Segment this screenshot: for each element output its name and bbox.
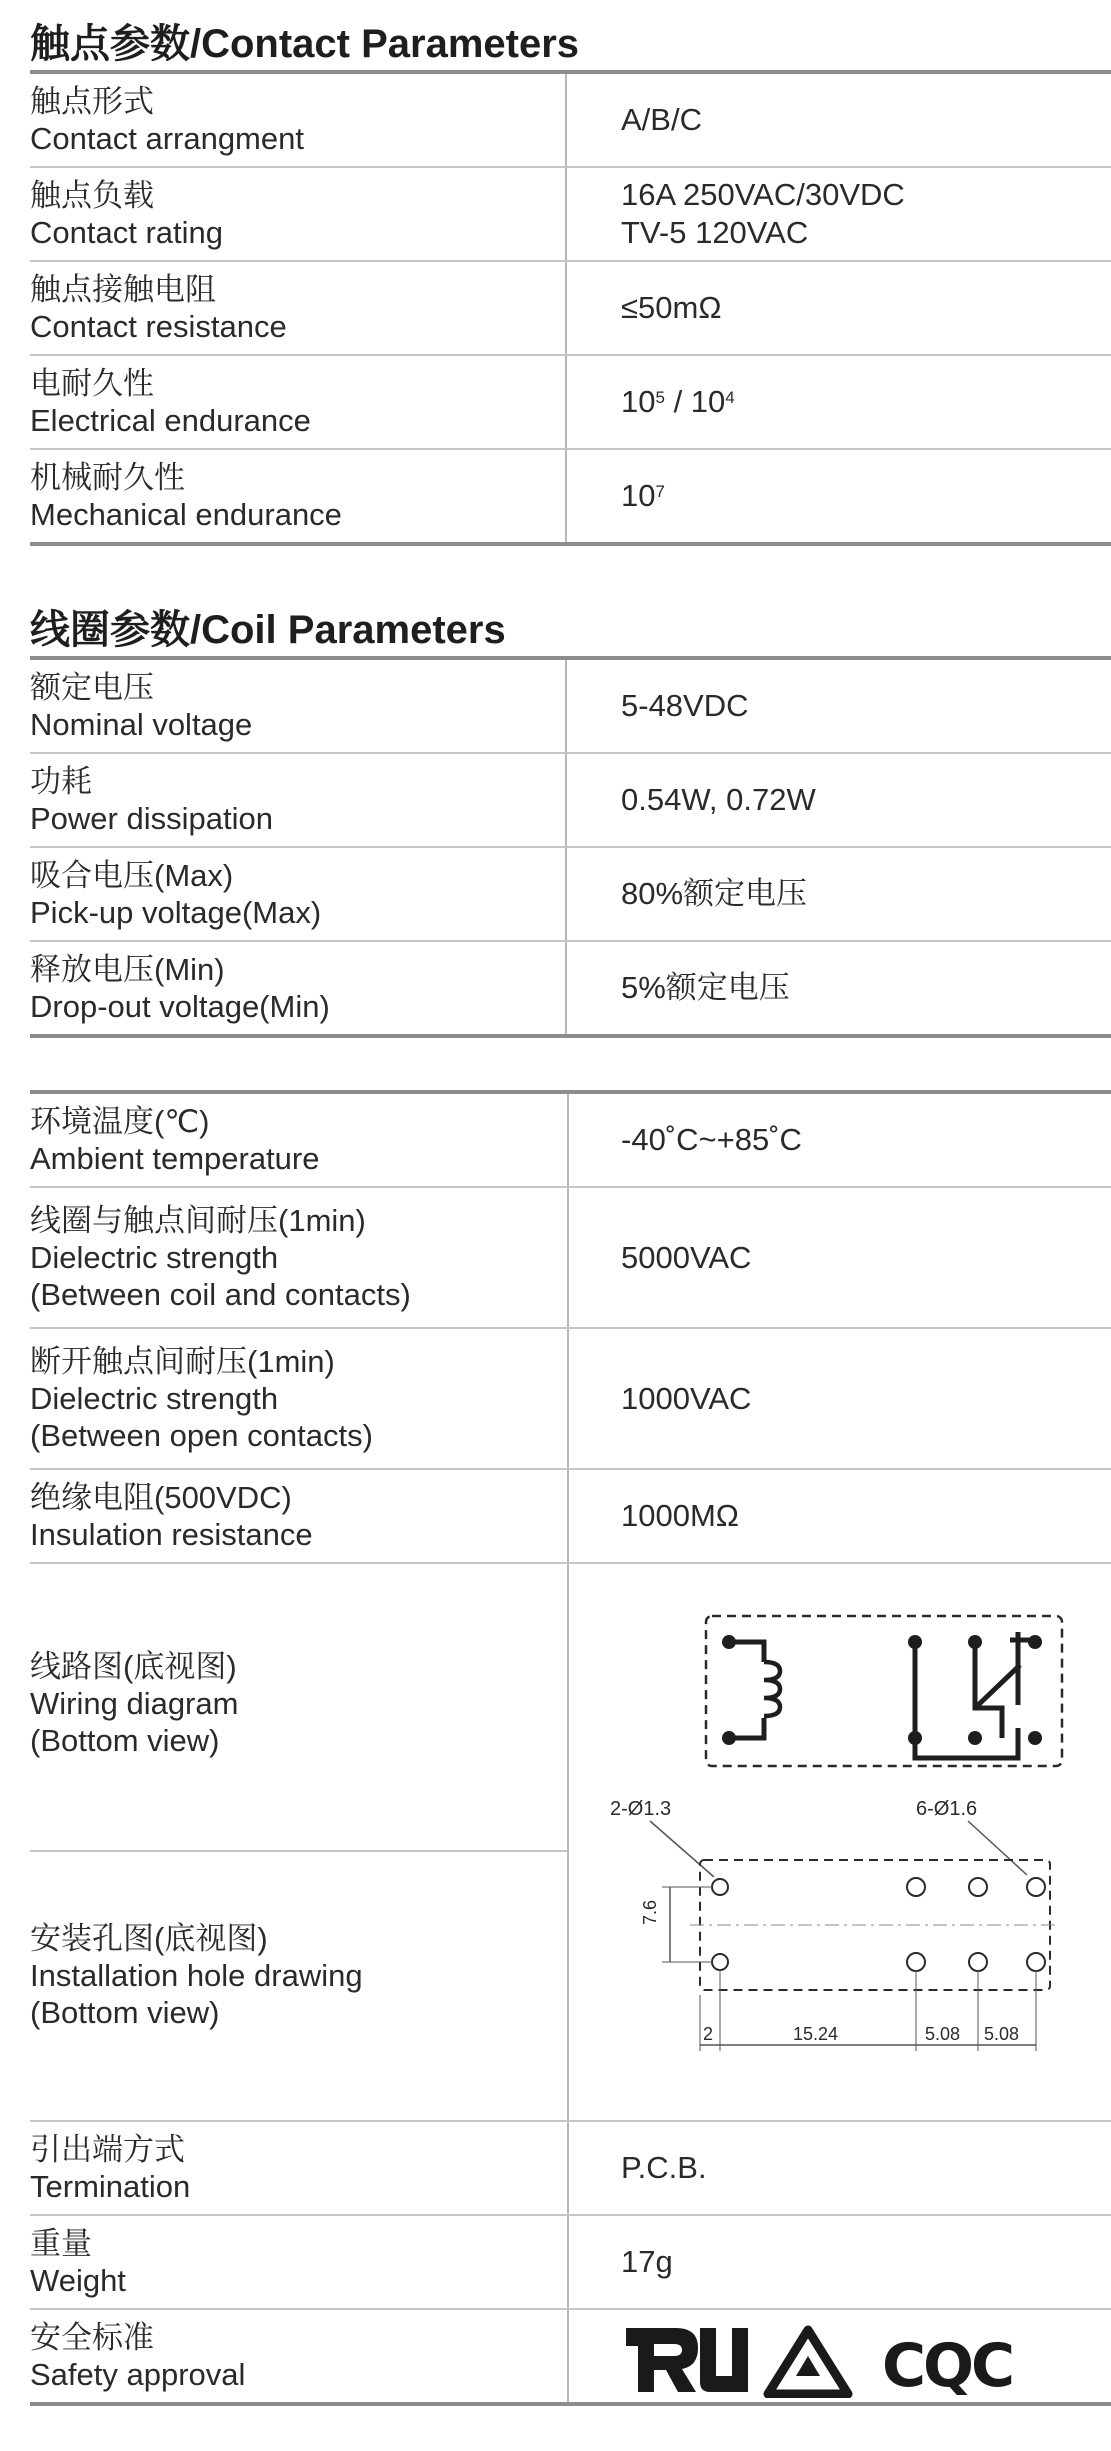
label-en: Weight [30,2263,126,2298]
table-row [30,356,1111,450]
row-label [30,1094,567,1186]
label-en: Safety approval [30,2357,246,2392]
dim-c: 5.08 [925,2024,961,2044]
label-en: Nominal voltage [30,707,253,742]
row-value [621,1470,1111,1562]
value-text: 5-48VDC [621,688,749,723]
safety-logos [620,2322,1040,2398]
wiring-label [30,1648,238,1759]
label-en: Pick-up voltage(Max) [30,895,322,930]
row-label [30,74,567,166]
table-row [30,74,1111,168]
table-row [30,1470,1111,1564]
value-text: A/B/C [621,102,702,137]
installation-hole-drawing [590,1795,1060,2095]
coil-section-title: 线圈参数/Coil Parameters [30,608,506,652]
label-cn: 断开触点间耐压(1min) [30,1344,335,1379]
label-cn: 绝缘电阻(500VDC) [30,1480,292,1515]
table-row [30,450,1111,546]
label-cn: 安装孔图(底视图) [30,1921,268,1956]
value-text: P.C.B. [621,2150,707,2185]
hole-large-label: 6-Ø1.6 [916,1798,978,1820]
label-cn: 释放电压(Min) [30,952,225,987]
row-value [621,2216,1111,2308]
ul-logo-icon [626,2328,748,2392]
row-value [621,74,1111,166]
value-text: ≤50mΩ [621,290,722,325]
row-value [621,848,1111,940]
row-value [621,1188,1111,1327]
label-en: Contact rating [30,215,223,250]
row-value [621,168,1111,260]
value-text: $10^5 / 10^4$ [621,384,735,419]
label-cn: 触点形式 [30,84,154,119]
row-value [621,2122,1111,2214]
row-label [30,942,567,1034]
dim-b: 15.24 [793,2024,839,2044]
table-row [30,168,1111,262]
value-text: $10^7$ [621,478,665,513]
label-en: Dielectric strength [30,1240,279,1275]
dim-d: 5.08 [984,2024,1020,2044]
label-en: Dielectric strength [30,1381,279,1416]
label-cn: 环境温度(℃) [30,1104,210,1139]
row-label [30,2216,567,2308]
row-value [621,262,1111,354]
label-en: Power dissipation [30,801,273,836]
row-label [30,1470,567,1562]
row-value [621,754,1111,846]
value-text: 5%额定电压 [621,970,790,1005]
contact-section-title: 触点参数/Contact Parameters [30,22,580,66]
row-label [30,450,567,542]
row-label [30,2122,567,2214]
label-en: (Between coil and contacts) [30,1277,411,1312]
table-row [30,2216,1111,2310]
label-cn: 额定电压 [30,670,154,705]
label-en: Ambient temperature [30,1141,320,1176]
svg-text:CQC: CQC [882,2331,1013,2398]
table-row [30,848,1111,942]
value-text: 0.54W, 0.72W [621,782,816,817]
table-row [30,942,1111,1038]
dim-a: 2 [703,2024,714,2044]
label-en: Mechanical endurance [30,497,342,532]
value-text: 16A 250VAC/30VDC [621,177,905,212]
row-label [30,848,567,940]
label-en: Termination [30,2169,191,2204]
value-text: -40˚C~+85˚C [621,1122,802,1157]
label-cn: 吸合电压(Max) [30,858,234,893]
table-row [30,1329,1111,1470]
label-cn: 电耐久性 [30,366,154,401]
install-label [30,1920,363,2031]
row-value [621,450,1111,542]
label-cn: 触点接触电阻 [30,272,216,307]
table-row [30,262,1111,356]
dim-pitch: 7.6 [640,1899,660,1925]
label-en: Installation hole drawing [30,1958,363,1993]
row-value [621,942,1111,1034]
label-cn: 触点负载 [30,178,154,213]
table-row [30,2122,1111,2216]
label-en: (Between open contacts) [30,1418,373,1453]
label-cn: 引出端方式 [30,2132,185,2167]
label-en: Electrical endurance [30,403,311,438]
value-text: TV-5 120VAC [621,215,809,250]
label-en: Contact arrangment [30,121,304,156]
row-label [30,356,567,448]
triangle-mark-icon [768,2330,848,2394]
row-value [621,660,1111,752]
label-en: Contact resistance [30,309,287,344]
row-label [30,2310,567,2402]
table-row [30,754,1111,848]
row-value [621,1094,1111,1186]
row-label [30,168,567,260]
value-text: 5000VAC [621,1239,752,1275]
table-row [30,660,1111,754]
label-en: (Bottom view) [30,1995,220,2030]
row-value [621,356,1111,448]
label-cn: 重量 [30,2226,92,2261]
row-divider [30,1850,567,1852]
row-label [30,262,567,354]
hole-small-label: 2-Ø1.3 [610,1798,672,1820]
value-text: 17g [621,2244,673,2279]
value-text: 1000VAC [621,1380,752,1416]
cqc-logo-icon [882,2331,1012,2398]
label-cn: 线圈与触点间耐压(1min) [30,1203,366,1238]
label-cn: 功耗 [30,764,92,799]
row-label [30,754,567,846]
row-value [621,1329,1111,1468]
label-en: Insulation resistance [30,1517,313,1552]
wiring-diagram [700,1610,1070,1770]
value-text: 80%额定电压 [621,876,808,911]
label-cn: 机械耐久性 [30,460,185,495]
row-label [30,660,567,752]
label-cn: 安全标准 [30,2320,154,2355]
value-text: 1000MΩ [621,1498,739,1533]
table-row [30,1188,1111,1329]
table-row [30,1094,1111,1188]
label-en: Wiring diagram [30,1686,239,1721]
row-label [30,1329,567,1468]
label-cn: 线路图(底视图) [30,1649,237,1684]
label-en: (Bottom view) [30,1723,220,1758]
label-en: Drop-out voltage(Min) [30,989,330,1024]
row-label [30,1188,567,1327]
